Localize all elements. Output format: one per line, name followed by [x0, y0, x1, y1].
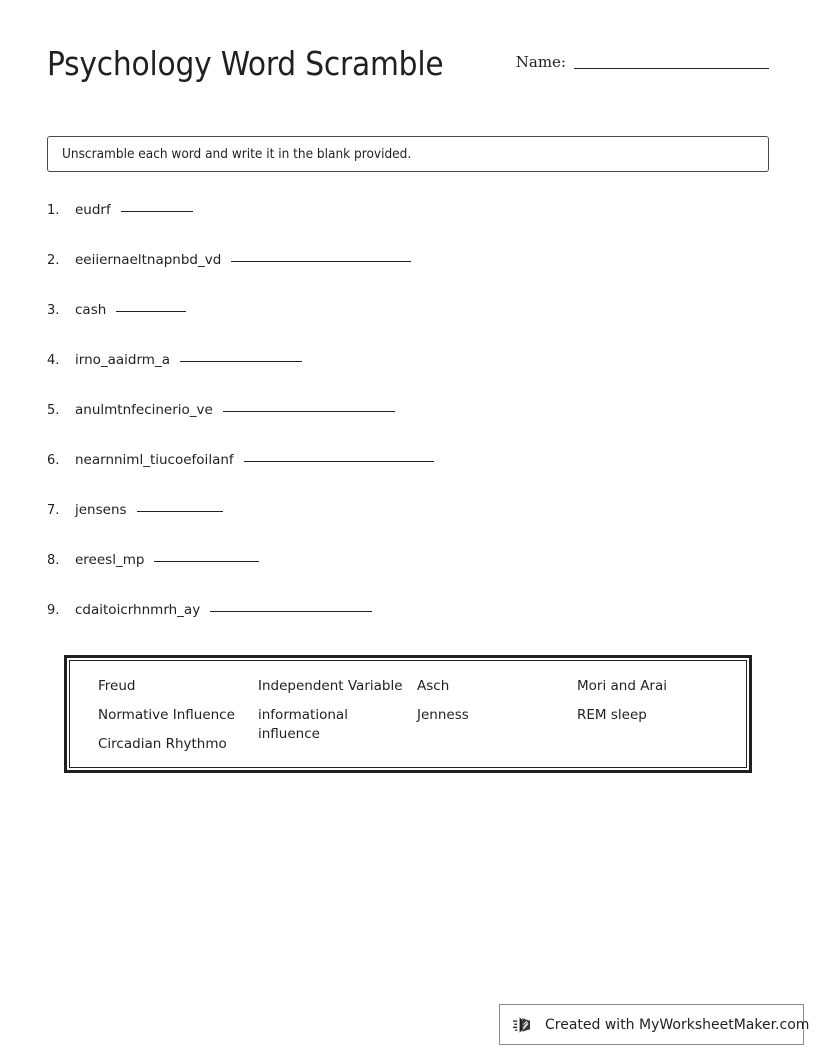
- scrambled-word: irno_aaidrm_a: [75, 352, 170, 368]
- name-field-group: [516, 53, 769, 71]
- word-bank-column: [417, 677, 577, 767]
- word-bank-item: Asch: [417, 678, 450, 694]
- question-row: [47, 300, 769, 350]
- answer-blank[interactable]: [121, 211, 193, 212]
- answer-blank[interactable]: [116, 311, 186, 312]
- word-bank-item: REM sleep: [577, 707, 647, 723]
- worksheet-maker-logo-icon: [513, 1014, 535, 1036]
- answer-blank[interactable]: [231, 261, 411, 262]
- scrambled-word: cdaitoicrhnmrh_ay: [75, 602, 201, 618]
- name-label: Name:: [515, 53, 566, 71]
- question-number: 8.: [47, 553, 60, 568]
- question-row: [47, 250, 769, 300]
- question-row: [47, 450, 769, 500]
- answer-blank[interactable]: [180, 361, 302, 362]
- question-number: 2.: [47, 253, 60, 268]
- question-number: 5.: [47, 403, 60, 418]
- question-row: [47, 200, 769, 250]
- word-bank-box: [64, 655, 752, 773]
- word-bank-item: Mori and Arai: [577, 678, 667, 694]
- answer-blank[interactable]: [137, 511, 223, 512]
- scrambled-word: eudrf: [75, 202, 111, 218]
- answer-blank[interactable]: [154, 561, 259, 562]
- word-bank-item: Freud: [98, 678, 136, 694]
- question-number: 1.: [47, 203, 60, 218]
- footer-attribution-badge[interactable]: [499, 1004, 810, 1045]
- name-write-in-line[interactable]: [574, 68, 769, 69]
- word-bank-item: Jenness: [417, 707, 469, 723]
- worksheet-header: [47, 42, 769, 102]
- word-bank-item: Normative Influence: [98, 707, 235, 723]
- scrambled-word: ereesl_mp: [75, 552, 145, 568]
- word-bank-column: [98, 677, 258, 767]
- question-row: [47, 600, 769, 650]
- scrambled-word: anulmtnfecinerio_ve: [75, 402, 213, 418]
- question-number: 9.: [47, 603, 60, 618]
- word-bank-column: [258, 677, 417, 767]
- instructions-text: Unscramble each word and write it in the blank provided.: [62, 146, 412, 162]
- word-bank-item: informational influence: [258, 707, 348, 742]
- scrambled-word: nearnniml_tiucoefoilanf: [75, 452, 234, 468]
- question-row: [47, 500, 769, 550]
- question-number: 6.: [47, 453, 60, 468]
- footer-attribution-text: Created with MyWorksheetMaker.com: [545, 1016, 810, 1033]
- question-row: [47, 400, 769, 450]
- question-number: 7.: [47, 503, 60, 518]
- instructions-box: [47, 136, 769, 172]
- word-bank-column: [577, 677, 737, 767]
- answer-blank[interactable]: [210, 611, 372, 612]
- question-list: [47, 200, 769, 650]
- word-bank-content: [69, 660, 747, 768]
- question-number: 3.: [47, 303, 60, 318]
- scrambled-word: jensens: [75, 502, 127, 518]
- answer-blank[interactable]: [223, 411, 395, 412]
- scrambled-word: cash: [75, 302, 107, 318]
- word-bank-item: Independent Variable: [258, 678, 403, 694]
- answer-blank[interactable]: [244, 461, 434, 462]
- scrambled-word: eeiiernaeltnapnbd_vd: [75, 252, 222, 268]
- question-number: 4.: [47, 353, 60, 368]
- word-bank-item: Circadian Rhythmo: [98, 736, 227, 752]
- question-row: [47, 550, 769, 600]
- page-title: Psychology Word Scramble: [47, 44, 444, 83]
- question-row: [47, 350, 769, 400]
